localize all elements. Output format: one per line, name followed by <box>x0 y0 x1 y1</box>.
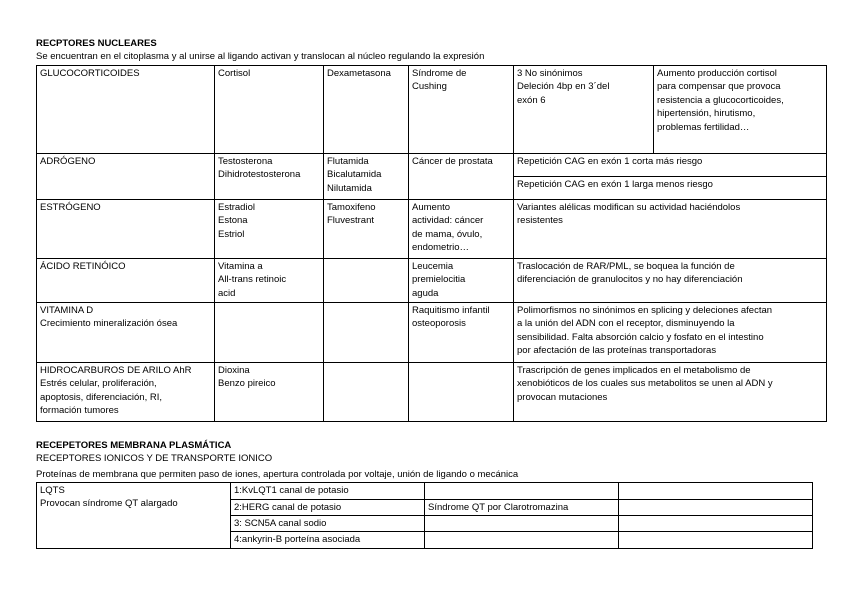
drug-cell: Tamoxifeno Fluvestrant <box>327 202 376 227</box>
ligand-cell: Dioxina Benzo pireico <box>218 365 276 390</box>
gene-ankyrin-b: 4:ankyrin-B porteína asociada <box>234 534 361 545</box>
receptor-ahr: HIDROCARBUROS DE ARILO AhR Estrés celular, proliferación, apoptosis, diferenciación, RI, formación tumores <box>40 365 192 417</box>
variant-cell: Traslocación de RAR/PML, se boquea la función de diferenciación de granulocitos y no hay diferenciación <box>517 261 743 286</box>
ligand-cell: Vitamina a All-trans retinoic acid <box>218 261 287 299</box>
receptor-androgeno: ADRÓGENO <box>40 156 96 167</box>
ligand-cell: Estradiol Estona Estriol <box>218 202 255 240</box>
disease-cell: Raquitismo infantil osteoporosis <box>412 305 490 330</box>
ligand-cell: Testosterona Dihidrotestosterona <box>218 156 301 181</box>
section2-subtitle: RECEPTORES IONICOS Y DE TRANSPORTE IONICO <box>36 453 273 464</box>
section1-title: RECPTORES NUCLEARES <box>36 38 157 49</box>
receptor-acido-retinoico: ÁCIDO RETINÓICO <box>40 261 126 272</box>
section1-subtitle: Se encuentran en el citoplasma y al unirse al ligando activan y translocan al núcleo regulando la expresión <box>36 51 485 62</box>
effect-cell: Aumento producción cortisol para compensar que provoca resistencia a glucocorticoides, hipertensión, hirutismo, problemas fertilidad… <box>657 68 784 133</box>
disease-cell: Síndrome de Cushing <box>412 68 467 93</box>
variant-cell-long: Repetición CAG en exón 1 larga menos riesgo <box>517 179 713 190</box>
lqts-condition: LQTS Provocan síndrome QT alargado <box>40 485 178 510</box>
variant-cell: Polimorfismos no sinónimos en splicing y deleciones afectan a la unión del ADN con el receptor, disminuyendo la sensibilidad. Falta absorción calcio y fosfato en el intestino por afectación de las proteínas transportadoras <box>517 305 773 357</box>
variant-cell-short: Repetición CAG en exón 1 corta más riesgo <box>517 156 703 167</box>
variant-cell: 3 No sinónimos Deleción 4bp en 3´del exón 6 <box>517 68 610 106</box>
gene-kvlqt1: 1:KvLQT1 canal de potasio <box>234 485 349 496</box>
drug-cell: Flutamida Bicalutamida Nilutamida <box>327 156 382 194</box>
drug-cell: Dexametasona <box>327 68 391 79</box>
disease-cell: Aumento actividad: cáncer de mama, óvulo, endometrio… <box>412 202 484 254</box>
receptor-estrogeno: ESTRÓGENO <box>40 202 101 213</box>
herg-note: Síndrome QT por Clarotromazina <box>428 502 569 513</box>
variant-cell: Variantes alélicas modifican su actividad haciéndolos resistentes <box>517 202 741 227</box>
receptor-vitamina-d: VITAMINA D Crecimiento mineralización ósea <box>40 305 178 330</box>
gene-scn5a: 3: SCN5A canal sodio <box>234 518 327 529</box>
section2-title: RECEPETORES MEMBRANA PLASMÁTICA <box>36 440 232 451</box>
disease-cell: Leucemia premielocitia aguda <box>412 261 466 299</box>
variant-cell: Trascripción de genes implicados en el metabolismo de xenobióticos de los cuales sus metabolitos se unen al ADN y provocan mutaciones <box>517 365 773 403</box>
disease-cell: Cáncer de prostata <box>412 156 493 167</box>
ligand-cell: Cortisol <box>218 68 251 79</box>
section2-description: Proteínas de membrana que permiten paso de iones, apertura controlada por voltaje, unión de ligando o mecánica <box>36 469 519 480</box>
gene-herg: 2:HERG canal de potasio <box>234 502 342 513</box>
receptor-glucocorticoides: GLUCOCORTICOIDES <box>40 68 140 79</box>
